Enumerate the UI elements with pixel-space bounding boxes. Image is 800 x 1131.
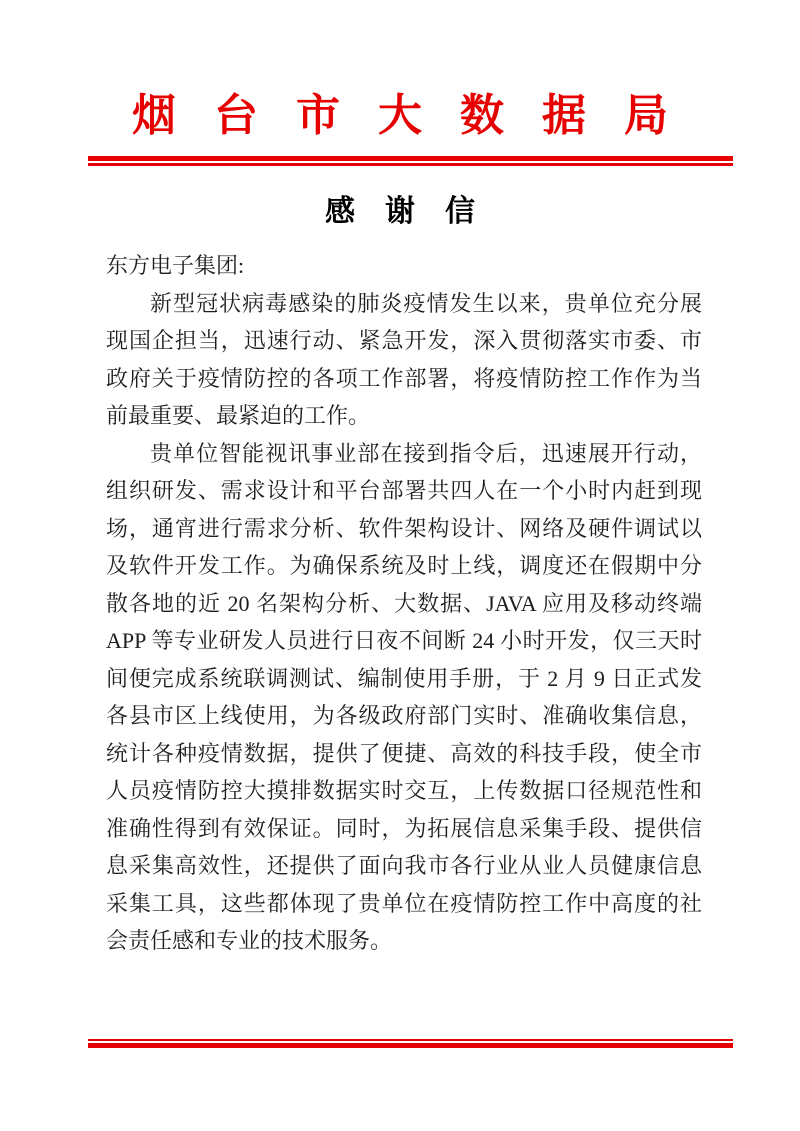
agency-name: 烟台市大数据局 xyxy=(132,91,706,140)
letter-title: 感谢信 xyxy=(325,195,505,228)
body-line: APP 等专业研发人员进行日夜不间断 24 小时开发，仅三天时 xyxy=(106,628,702,653)
body-line: 各县市区上线使用，为各级政府部门实时、准确收集信息， xyxy=(106,703,702,728)
body-line: 贵单位智能视讯事业部在接到指令后，迅速展开行动， xyxy=(150,440,702,466)
body-line: 统计各种疫情数据，提供了便捷、高效的科技手段，使全市 xyxy=(106,740,702,766)
salutation: 东方电子集团: xyxy=(106,253,245,278)
body-line: 场，通宵进行需求分析、软件架构设计、网络及硬件调试以 xyxy=(106,515,702,541)
body-line: 人员疫情防控大摸排数据实时交互，上传数据口径规范性和 xyxy=(106,778,702,803)
body-line: 及软件开发工作。为确保系统及时上线，调度还在假期中分 xyxy=(106,553,702,578)
body-line: 准确性得到有效保证。同时，为拓展信息采集手段、提供信 xyxy=(106,815,702,841)
body-line: 现国企担当，迅速行动、紧急开发，深入贯彻落实市委、市 xyxy=(106,328,702,353)
body-line: 间便完成系统联调测试、编制使用手册，于 2 月 9 日正式发 xyxy=(106,665,702,691)
letterhead-divider-top xyxy=(88,156,733,166)
body-line: 组织研发、需求设计和平台部署共四人在一个小时内赶到现 xyxy=(106,478,702,503)
body-line: 新型冠状病毒感染的肺炎疫情发生以来，贵单位充分展 xyxy=(150,290,702,316)
body-line: 前最重要、最紧迫的工作。 xyxy=(106,403,371,428)
paragraph xyxy=(106,285,702,435)
body-line: 会责任感和专业的技术服务。 xyxy=(106,928,393,953)
letterhead-divider-bottom xyxy=(88,1039,733,1048)
letter-body xyxy=(106,247,702,960)
body-line: 散各地的近 20 名架构分析、大数据、JAVA 应用及移动终端 xyxy=(106,590,702,616)
paragraphs xyxy=(106,285,702,960)
body-line: 政府关于疫情防控的各项工作部署，将疫情防控工作作为当 xyxy=(106,365,702,391)
body-line: 采集工具，这些都体现了贵单位在疫情防控工作中高度的社 xyxy=(106,890,702,916)
body-line: 息采集高效性，还提供了面向我市各行业从业人员健康信息 xyxy=(106,853,702,878)
paragraph xyxy=(106,435,702,960)
